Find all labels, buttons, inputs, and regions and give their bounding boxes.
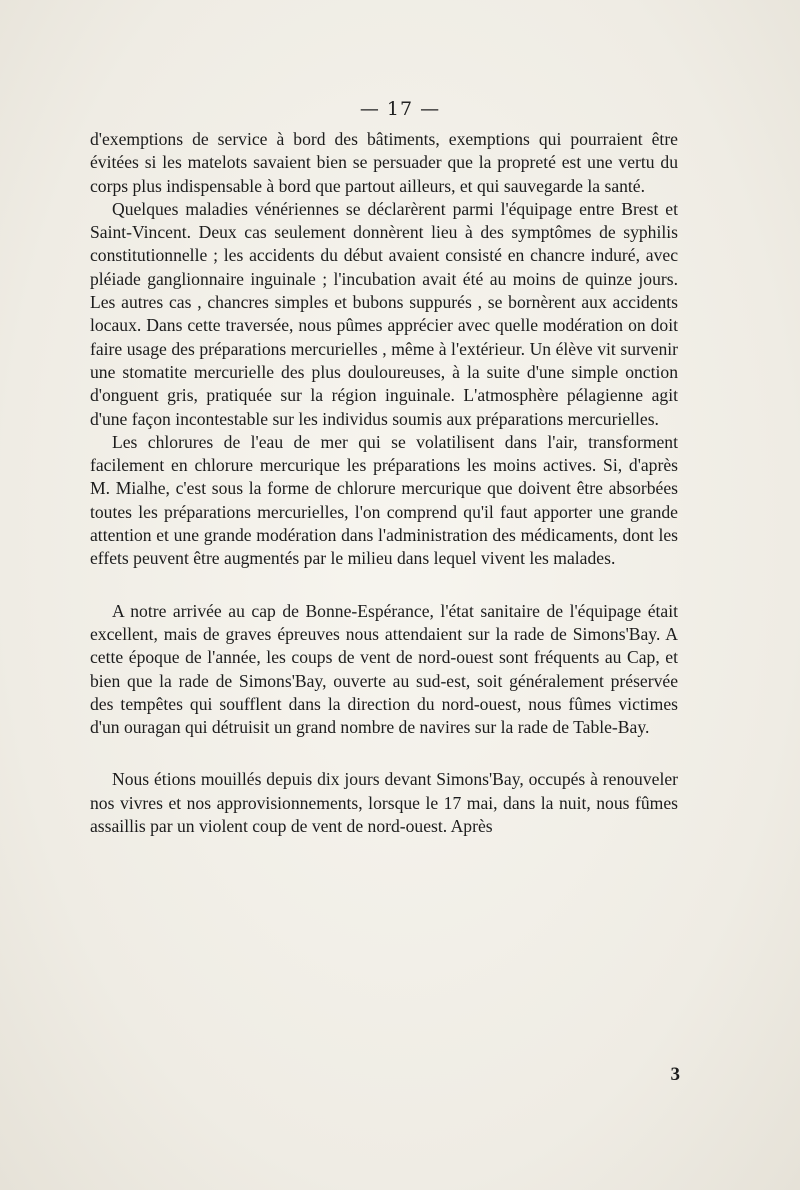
page-number: — 17 — xyxy=(359,98,441,120)
paragraph-1: d'exemptions de service à bord des bâtiments, exemptions qui pourraient être évitées si les matelots savaient bien se persuader que la propreté est une vertu du corps plus indispensable à bord que partout ailleurs, et qui sauvegarde la santé. xyxy=(90,129,678,196)
body-text xyxy=(90,128,678,838)
paragraph-5: Nous étions mouillés depuis dix jours devant Simons'Bay, occupés à renouveler nos vivres et nos approvisionnements, lorsque le 17 mai, dans la nuit, nous fûmes assaillis par un violent coup de vent de nord-ouest. Après xyxy=(90,769,678,837)
paragraph-2: Quelques maladies vénériennes se déclarèrent parmi l'équipage entre Brest et Saint-Vincent. Deux cas seulement donnèrent lieu à des symptômes de syphilis constitutionnelle ; les accidents du début avaient consisté en chancre induré, avec pléiade ganglionnaire inguinale ; l'incubation avait été au moins de quinze jours. Les autres cas , chancres simples et bubons suppurés , se bornèrent aux accidents locaux. Dans cette traversée, nous pûmes apprécier avec quelle modération on doit faire usage des préparations mercurielles , même à l'extérieur. Un élève vit survenir une stomatite mercurielle des plus douloureuses, à la suite d'une simple onction d'onguent gris, pratiquée sur la région inguinale. L'atmosphère pélagienne agit d'une façon incontestable sur les individus soumis aux préparations mercurielles. xyxy=(90,198,678,429)
paragraph-4: A notre arrivée au cap de Bonne-Espérance, l'état sanitaire de l'équipage était excellent, mais de graves épreuves nous attendaient sur la rade de Simons'Bay. A cette époque de l'année, les coups de vent de nord-ouest sont fréquents au Cap, et bien que la rade de Simons'Bay, ouverte au sud-est, soit généralement préservée des tempêtes qui soufflent dans la direction du nord-ouest, nous fûmes victimes d'un ouragan qui détruisit un grand nombre de navires sur la rade de Table-Bay. xyxy=(90,600,678,738)
signature-mark: 3 xyxy=(670,1064,680,1085)
paragraph-3: Les chlorures de l'eau de mer qui se volatilisent dans l'air, transforment facilement en chlorure mercurique les préparations les moins actives. Si, d'après M. Mialhe, c'est sous la forme de chlorure mercurique que doivent être absorbées toutes les préparations mercurielles, l'on comprend qu'il faut apporter une grande attention et une grande modération dans l'administration des médicaments, dont les effets peuvent être augmentés par le milieu dans lequel vivent les malades. xyxy=(90,431,678,569)
